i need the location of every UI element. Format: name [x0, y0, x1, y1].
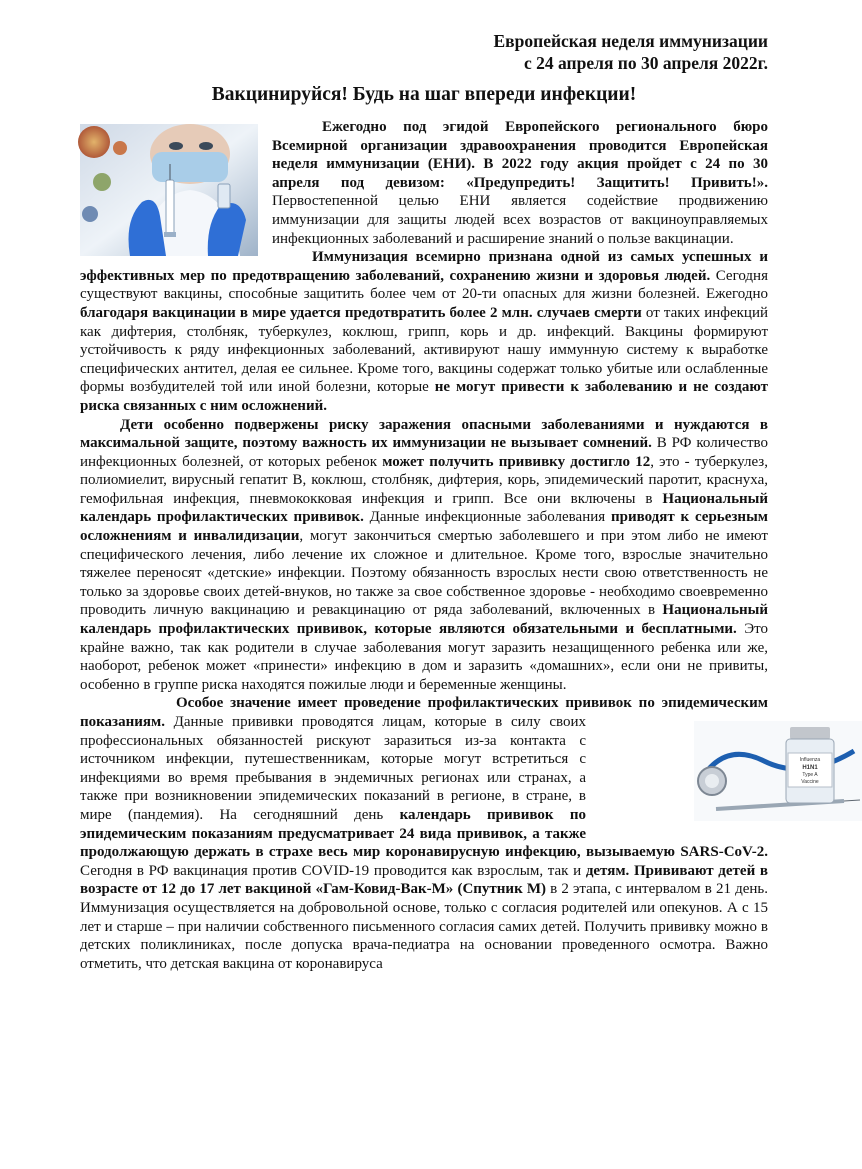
imm-bold-3: не могут привести к заболеванию и не создают риска связанных с ним осложнений.: [80, 379, 768, 414]
child-text-3: Данные инфекционные заболевания: [363, 509, 611, 526]
epi-bold-1: Особое значение имеет проведение профилактических прививок по эпидемическим показаниям.: [80, 695, 768, 730]
imm-text-1: Сегодня существуют вакцины, способные защитить более чем от 20-ти опасных для жизни болезней. Ежегодно: [80, 267, 768, 303]
vial-stethoscope-image: [694, 721, 862, 821]
page-title: Вакцинируйся! Будь на шаг впереди инфекции!: [211, 84, 637, 105]
event-header: [80, 30, 768, 74]
child-text-5: Это крайне важно, так как родители в случае заболевания могут заразить незащищенного ребенка или же, наоборот, ребенок может «принести» инфекцию в дом и заразить «домашних», если они не привиты, особенно в группе риска находятся пожилые люди и беременные женщины.: [80, 621, 768, 693]
header-line-1: Европейская неделя иммунизации: [493, 31, 768, 51]
vaccination-illustration: [80, 124, 258, 256]
child-bold-1: Дети особенно подвержены риску заражения опасными заболеваниями и нуждаются в максимальной защите, поэтому важность их иммунизации не вызывает сомнений.: [80, 416, 768, 452]
doctor-syringe-image: [80, 124, 258, 256]
header-line-2: с 24 апреля по 30 апреля 2022г.: [524, 53, 768, 73]
epidemic-paragraph: [80, 694, 821, 973]
imm-bold-2: благодаря вакцинации в мире удается предотвратить более 2 млн. случаев смерти: [80, 304, 642, 321]
epi-text-2: Сегодня в РФ вакцинация против COVID-19 проводится как взрослым, так и: [80, 862, 586, 879]
child-bold-5: Национальный календарь профилактических прививок, которые являются обязательными и бесплатными.: [80, 602, 768, 638]
imm-bold-1: Иммунизация всемирно признана одной из самых успешных и эффективных мер по предотвращению заболеваний, сохранению жизни и здоровья людей.: [80, 249, 768, 284]
child-text-2: , это - туберкулез, полиомиелит, вирусный гепатит В, коклюш, столбняк, дифтерия, корь, эпидемический паротит, краснуха, гемофильная инфекция, пневмококковая инфекция и грипп. Все они включены в: [80, 453, 768, 507]
intro-text: Первостепенной целью ЕНИ является содействие продвижению иммунизации для защиты людей всех возрастов от вакциноуправляемых инфекционных заболеваний и расширение знаний о пользе вакцинации.: [272, 193, 768, 247]
child-text-1: В РФ количество инфекционных болезней, от которых ребенок: [80, 435, 768, 470]
document-page: [80, 30, 821, 973]
imm-text-2: от таких инфекций как дифтерия, столбняк, туберкулез, коклюш, грипп, корь и др. инфекций. Вакцины формируют устойчивость к ряду инфекционных заболеваний, активируют нашу иммунную систему к выработке специфических антител, делая ее сильнее. Кроме того, вакцины содержат только убитые или ослабленные формы возбудителей той или иной болезни, которые: [80, 304, 768, 396]
vial-label-line-2: H1N1: [802, 765, 818, 771]
epi-text-3: в 2 этапа, с интервалом в 21 день. Иммунизация осуществляется на добровольной основе, только с согласия родителей или опекунов. А с 15 лет и старше – при наличии собственного письменного согласия самих детей. Получить прививку можно в детских поликлиниках, после допуска врача-педиатра на основании проведенного осмотра. Важно отметить, что детская вакцина от коронавируса: [80, 881, 768, 972]
vial-label-line-3: Type A: [802, 772, 818, 778]
child-bold-3: Национальный календарь профилактических прививок.: [80, 490, 768, 526]
immunization-paragraph: [80, 248, 768, 415]
epi-bold-3: детям. Прививают детей в возрасте от 12 до 17 лет вакциной «Гам-Ковид-Вак-М» (Спутник М): [80, 862, 768, 898]
children-paragraph: [80, 416, 768, 695]
epi-text-1: Данные прививки проводятся лицам, которые в силу своих профессиональных обязанностей рискуют заразиться из-за контакта с источником инфекции, путешественникам, которые могут встретиться с инфекциями во время пребывания в эндемичных регионах или странах, а также при возникновении эпидемических показаний в регионе, в стране, в мире (пандемия). На сегодняшний день: [80, 714, 586, 823]
vial-label-line-1: Influenza: [799, 757, 821, 763]
child-text-4: , могут закончиться смертью заболевшего и при этом либо не имеют специфического лечения, либо лечение их сложное и длительное. Кроме того, взрослые значительно тяжелее переносят «детские» инфекции. Поэтому обязанность взрослых нести свою ответственность не только за здоровье своих детей-внуков, но также за свое собственное здоровье - необходимо своевременно проводить личную вакцинацию и ревакцинацию от ряда заболеваний, включенных в: [80, 528, 768, 619]
vial-label-line-4: Vaccine: [801, 779, 819, 785]
epi-bold-2: календарь прививок по эпидемическим показаниям предусматривает 24 вида прививок, а также продолжающую держать в страхе весь мир коронавирусную инфекцию, вызываемую SARS-CoV-2.: [80, 806, 768, 861]
intro-bold: Ежегодно под эгидой Европейского регионального бюро Всемирной организации здравоохранения проводится Европейская неделя иммунизации (ЕНИ). В 2022 году акция пройдет с 24 по 30 апреля под девизом: «Предупредить! Защитить! Привить!».: [272, 119, 768, 191]
vaccine-vial-illustration: [598, 721, 821, 821]
child-bold-2: может получить прививку достигло 12: [382, 453, 651, 470]
child-bold-4: приводят к серьезным осложнениям и инвалидизации: [80, 509, 768, 545]
